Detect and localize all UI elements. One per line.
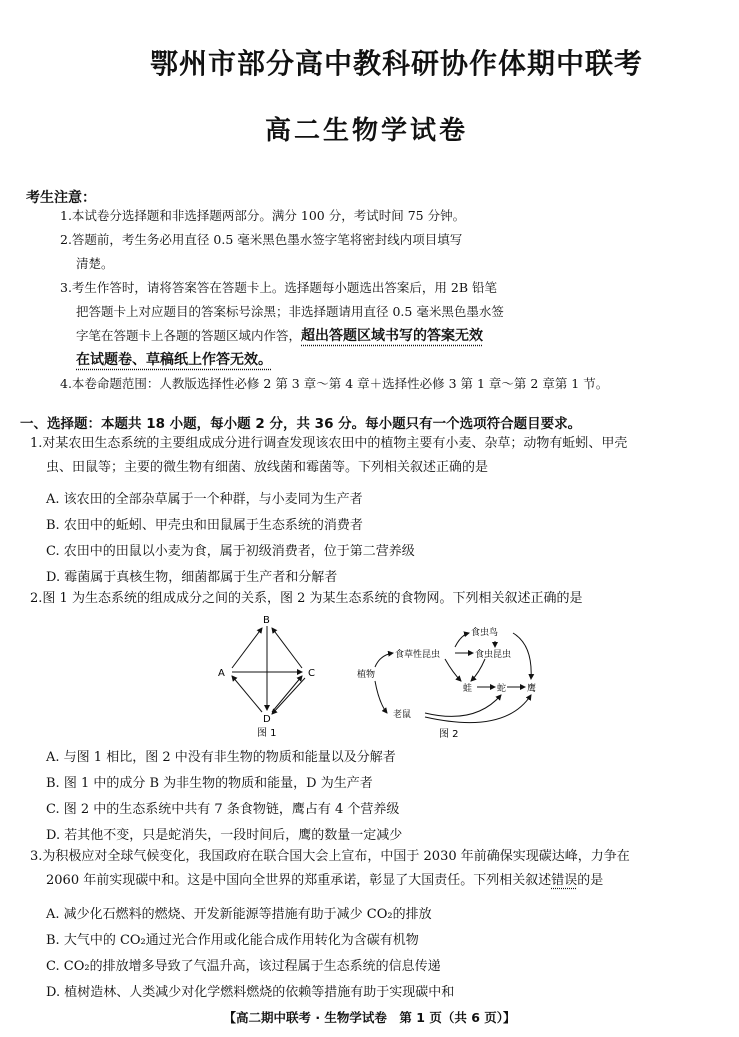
fig2-label-snake: 蛇 bbox=[497, 684, 507, 694]
q3-option-d: D. 植树造林、人类减少对化学燃料燃烧的依赖等措施有助于实现碳中和 bbox=[46, 985, 455, 1000]
q3-stem-end: 的是 bbox=[577, 873, 604, 888]
fig2-arrow-mouse-snake bbox=[425, 695, 501, 716]
q3-option-c: C. CO₂的排放增多导致了气温升高，该过程属于生态系统的信息传递 bbox=[46, 959, 441, 974]
q3-option-a: A. 减少化石燃料的燃烧、开发新能源等措施有助于减少 CO₂的排放 bbox=[46, 907, 432, 922]
exam-subject-title: 高二生物学试卷 bbox=[265, 116, 469, 146]
q2-option-d: D. 若其他不变，只是蛇消失，一段时间后，鹰的数量一定减少 bbox=[46, 828, 403, 843]
q1-option-b: B. 农田中的蚯蚓、甲壳虫和田鼠属于生态系统的消费者 bbox=[46, 518, 363, 533]
notice-item-4: 4.本卷命题范围：人教版选择性必修 2 第 3 章～第 4 章＋选择性必修 3 第 1 章～第 2 章第 1 节。 bbox=[60, 376, 609, 391]
notice-item-3-cont2 bbox=[76, 324, 483, 348]
fig1-arrow-c-d bbox=[272, 678, 305, 714]
notice-item-3-cont1: 把答题卡上对应题目的答案标号涂黑；非选择题请用直径 0.5 毫米黑色墨水签 bbox=[76, 304, 504, 319]
notice-item-1: 1.本试卷分选择题和非选择题两部分。满分 100 分，考试时间 75 分钟。 bbox=[60, 208, 466, 223]
fig2-label-frog: 蛙 bbox=[463, 684, 473, 694]
fig1-arrow-c-b bbox=[272, 628, 302, 668]
fig2-label-insect-insect: 食虫昆虫 bbox=[475, 650, 512, 660]
notice-emphasis-1: 超出答题区域书写的答案无效 bbox=[301, 328, 484, 344]
q3-stem-line2 bbox=[46, 870, 603, 892]
fig1-label-b: B bbox=[263, 615, 270, 626]
notice-item-3-cont3 bbox=[76, 348, 272, 372]
q1-option-a: A. 该农田的全部杂草属于一个种群，与小麦同为生产者 bbox=[46, 492, 363, 507]
q2-option-b: B. 图 1 中的成分 B 为非生物的物质和能量，D 为生产者 bbox=[46, 776, 373, 791]
fig1-arrow-d-c bbox=[272, 676, 302, 712]
q2-option-a: A. 与图 1 相比，图 2 中没有非生物的物质和能量以及分解者 bbox=[46, 750, 396, 765]
fig2-label-plant: 植物 bbox=[357, 670, 376, 680]
fig2-arrow-herb-frog bbox=[445, 659, 461, 681]
fig1-arrow-d-a bbox=[232, 676, 262, 712]
q2-option-c: C. 图 2 中的生态系统中共有 7 条食物链，鹰占有 4 个营养级 bbox=[46, 802, 400, 817]
q3-option-b: B. 大气中的 CO₂通过光合作用或化能合成作用转化为含碳有机物 bbox=[46, 933, 419, 948]
figure-1-diagram bbox=[210, 612, 330, 738]
notice-item-2-cont: 清楚。 bbox=[76, 256, 114, 271]
fig2-label-hawk: 鹰 bbox=[527, 684, 537, 694]
notice-heading: 考生注意： bbox=[26, 190, 96, 206]
fig1-caption: 图 1 bbox=[257, 728, 277, 738]
q2-stem: 2.图 1 为生态系统的组成成分之间的关系，图 2 为某生态系统的食物网。下列相关叙述正确的是 bbox=[30, 591, 583, 606]
notice-emphasis-2: 在试题卷、草稿纸上作答无效。 bbox=[76, 352, 272, 368]
q1-option-d: D. 霉菌属于真核生物，细菌都属于生产者和分解者 bbox=[46, 570, 338, 585]
q3-stem-emphasis: 错误 bbox=[551, 873, 578, 888]
q1-stem-line2: 虫、田鼠等；主要的微生物有细菌、放线菌和霉菌等。下列相关叙述正确的是 bbox=[46, 460, 489, 475]
fig2-caption: 图 2 bbox=[439, 729, 459, 739]
fig2-arrow-mouse-hawk bbox=[425, 695, 531, 723]
q1-option-c: C. 农田中的田鼠以小麦为食，属于初级消费者，位于第二营养级 bbox=[46, 544, 415, 559]
notice-item-3: 3.考生作答时，请将答案答在答题卡上。选择题每小题选出答案后，用 2B 铅笔 bbox=[60, 280, 498, 295]
fig2-arrow-insect-frog bbox=[471, 659, 485, 681]
fig2-arrow-plant-mouse bbox=[375, 681, 387, 713]
fig1-arrow-a-b bbox=[232, 628, 262, 668]
fig1-label-d: D bbox=[263, 714, 271, 725]
fig2-arrow-herb-bird bbox=[455, 633, 469, 647]
q3-stem-line1: 3.为积极应对全球气候变化，我国政府在联合国大会上宣布，中国于 2030 年前确保实现碳达峰，力争在 bbox=[30, 849, 630, 864]
fig1-label-a: A bbox=[218, 668, 225, 679]
fig2-arrow-bird-hawk bbox=[513, 633, 531, 679]
notice-item-2: 2.答题前，考生务必用直径 0.5 毫米黑色墨水签字笔将密封线内项目填写 bbox=[60, 232, 463, 247]
q1-stem-line1: 1.对某农田生态系统的主要组成成分进行调查发现该农田中的植物主要有小麦、杂草；动物有蚯蚓、甲壳 bbox=[30, 436, 628, 451]
fig1-label-c: C bbox=[308, 668, 315, 679]
fig2-label-herb-insect: 食草性昆虫 bbox=[395, 650, 441, 660]
q3-stem-text: 2060 年前实现碳中和。这是中国向全世界的郑重承诺，彰显了大国责任。下列相关叙述 bbox=[46, 873, 552, 888]
fig2-label-mouse: 老鼠 bbox=[393, 710, 412, 720]
figure-2-food-web bbox=[355, 615, 545, 739]
exam-org-title: 鄂州市部分高中教科研协作体期中联考 bbox=[150, 47, 644, 80]
fig2-label-insect-bird: 食虫鸟 bbox=[471, 628, 499, 638]
section-heading: 一、选择题：本题共 18 小题，每小题 2 分，共 36 分。每小题只有一个选项符合题目要求。 bbox=[20, 416, 582, 432]
notice-item-3-text: 字笔在答题卡上各题的答题区域内作答， bbox=[76, 328, 302, 343]
page-footer: 【高二期中联考 · 生物学试卷 第 1 页（共 6 页）】 bbox=[223, 1010, 516, 1025]
fig2-arrow-plant-herb bbox=[375, 653, 393, 667]
